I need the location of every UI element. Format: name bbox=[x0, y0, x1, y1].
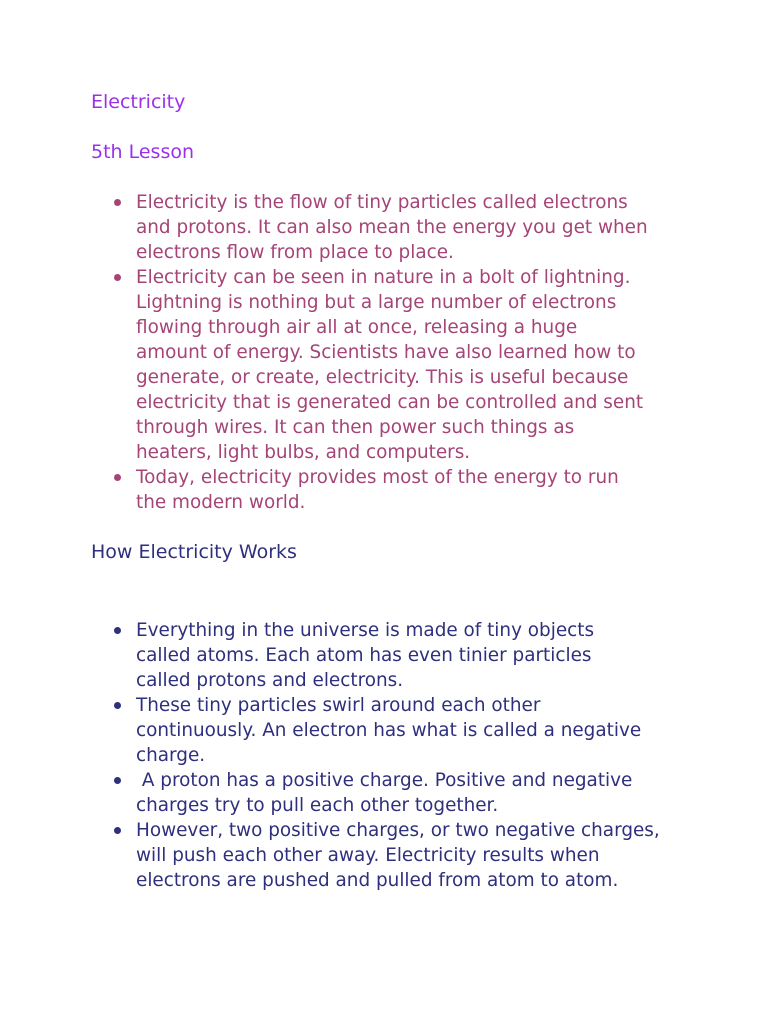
bullet-dot-icon bbox=[114, 702, 121, 709]
list-item-line: continuously. An electron has what is called a negative bbox=[136, 720, 642, 741]
list-item-line: amount of energy. Scientists have also learned how to bbox=[136, 342, 636, 363]
list-item bbox=[114, 818, 684, 893]
bullet-dot-icon bbox=[114, 627, 121, 634]
bullet-dot-icon bbox=[114, 474, 121, 481]
list-item-line: However, two positive charges, or two negative charges, bbox=[136, 820, 660, 841]
list-item-line: electricity that is generated can be controlled and sent bbox=[136, 392, 644, 413]
list-item-line: Today, electricity provides most of the energy to run bbox=[136, 467, 619, 488]
list-item bbox=[114, 768, 684, 818]
list-item-line: charges try to pull each other together. bbox=[136, 795, 499, 816]
list-item bbox=[114, 190, 684, 265]
page-title: Electricity bbox=[91, 91, 186, 113]
list-item-line: charge. bbox=[136, 745, 206, 766]
list-item-line: These tiny particles swirl around each other bbox=[136, 695, 541, 716]
list-item-line: called protons and electrons. bbox=[136, 670, 404, 691]
lesson-subtitle: 5th Lesson bbox=[91, 141, 195, 163]
list-item-line: the modern world. bbox=[136, 492, 306, 513]
list-item-line: and protons. It can also mean the energy you get when bbox=[136, 217, 648, 238]
bullet-dot-icon bbox=[114, 199, 121, 206]
intro-bullet-list bbox=[114, 190, 684, 515]
list-item-line: generate, or create, electricity. This is useful because bbox=[136, 367, 629, 388]
list-item-line: through wires. It can then power such things as bbox=[136, 417, 575, 438]
bullet-dot-icon bbox=[114, 274, 121, 281]
list-item-line: Electricity can be seen in nature in a bolt of lightning. bbox=[136, 267, 631, 288]
section-bullet-list bbox=[114, 618, 684, 893]
bullet-dot-icon bbox=[114, 777, 121, 784]
section-heading: How Electricity Works bbox=[91, 541, 297, 563]
list-item-line: called atoms. Each atom has even tinier particles bbox=[136, 645, 592, 666]
list-item-line: will push each other away. Electricity results when bbox=[136, 845, 600, 866]
list-item bbox=[114, 265, 684, 465]
list-item-line: electrons flow from place to place. bbox=[136, 242, 454, 263]
list-item-line: Electricity is the flow of tiny particles called electrons bbox=[136, 192, 628, 213]
list-item-line: Lightning is nothing but a large number of electrons bbox=[136, 292, 617, 313]
list-item-line: heaters, light bulbs, and computers. bbox=[136, 442, 471, 463]
bullet-dot-icon bbox=[114, 827, 121, 834]
list-item bbox=[114, 693, 684, 768]
list-item bbox=[114, 465, 684, 515]
list-item-line: electrons are pushed and pulled from atom to atom. bbox=[136, 870, 619, 891]
list-item-line: A proton has a positive charge. Positive and negative bbox=[136, 770, 633, 791]
list-item-line: Everything in the universe is made of tiny objects bbox=[136, 620, 595, 641]
list-item bbox=[114, 618, 684, 693]
list-item-line: flowing through air all at once, releasing a huge bbox=[136, 317, 578, 338]
